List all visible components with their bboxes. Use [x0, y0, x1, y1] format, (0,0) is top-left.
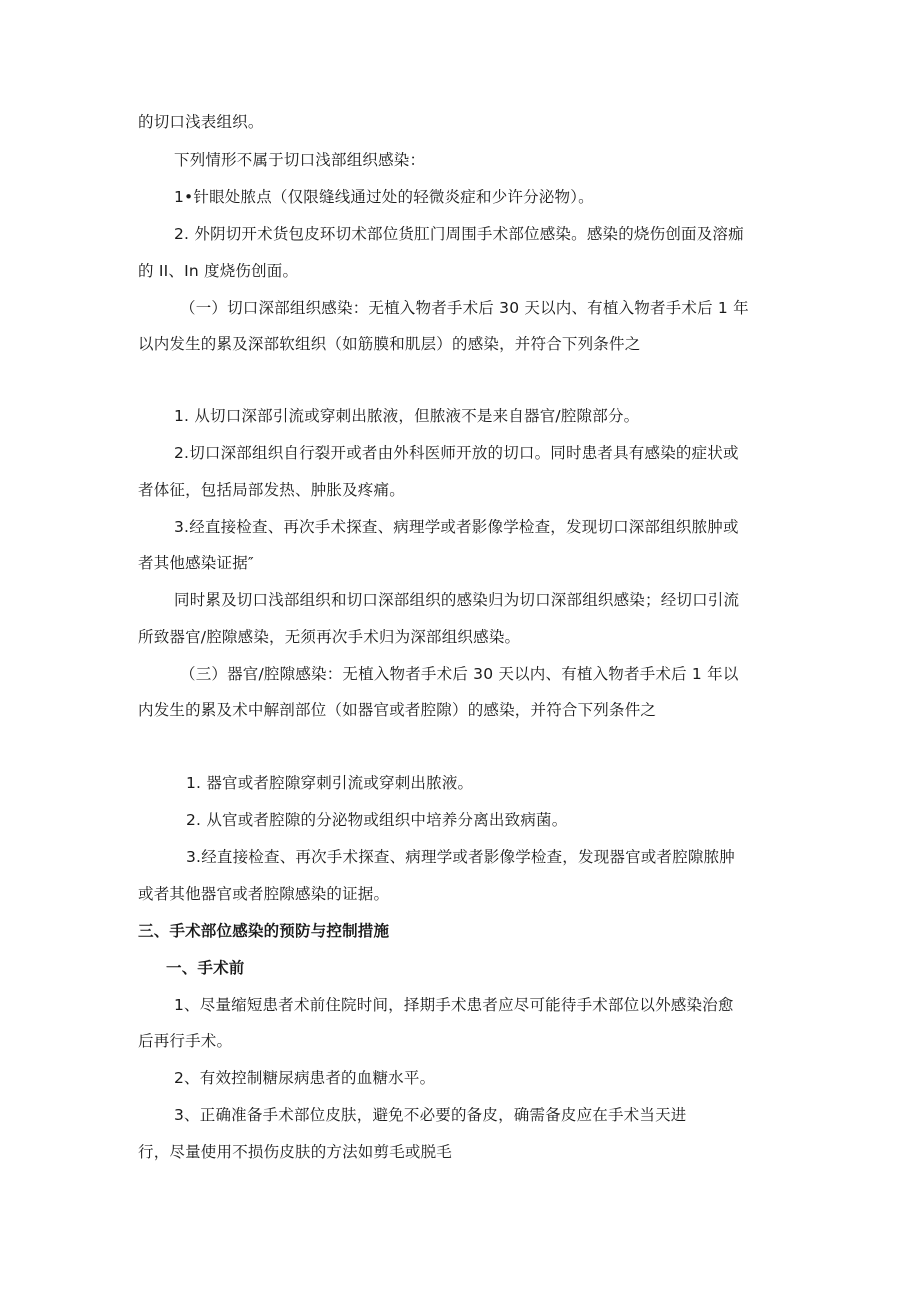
paragraph-line: 所致器官/腔隙感染，无须再次手术归为深部组织感染。: [138, 628, 521, 646]
list-item: 1、尽量缩短患者术前住院时间，择期手术患者应尽可能待手术部位以外感染治愈: [174, 996, 734, 1014]
subsection-heading: 一、手术前: [166, 959, 245, 977]
list-item: 1. 器官或者腔隙穿刺引流或穿刺出脓液。: [186, 774, 474, 792]
list-item: 2. 从官或者腔隙的分泌物或组织中培养分离出致病菌。: [186, 811, 568, 829]
list-item: 3、正确准备手术部位皮肤，避免不必要的备皮，确需备皮应在手术当天进: [174, 1106, 687, 1124]
section-heading-line: （三）器官/腔隙感染：无植入物者手术后 30 天以内、有植入物者手术后 1 年以: [180, 665, 739, 683]
list-item: 2. 外阴切开术货包皮环切术部位货肛门周围手术部位感染。感染的烧伤创面及溶痂: [174, 225, 744, 243]
paragraph-line: 同时累及切口浅部组织和切口深部组织的感染归为切口深部组织感染；经切口引流: [174, 591, 740, 609]
paragraph-line: 者体征，包括局部发热、肿胀及疼痛。: [138, 481, 405, 499]
paragraph-line: 者其他感染证据″: [138, 554, 254, 572]
list-item: 1. 从切口深部引流或穿刺出脓液，但脓液不是来自器官/腔隙部分。: [174, 407, 640, 425]
section-heading-line: （一）切口深部组织感染：无植入物者手术后 30 天以内、有植入物者手术后 1 年: [180, 299, 749, 317]
paragraph-line: 的切口浅表组织。: [138, 113, 264, 131]
paragraph-line: 的 II、In 度烧伤创面。: [138, 262, 299, 280]
paragraph-line: 或者其他器官或者腔隙感染的证据。: [138, 885, 390, 903]
paragraph-line: 行，尽量使用不损伤皮肤的方法如剪毛或脱毛: [138, 1143, 453, 1161]
list-item: 2、有效控制糖尿病患者的血糖水平。: [174, 1069, 436, 1087]
paragraph-line: 内发生的累及术中解剖部位（如器官或者腔隙）的感染，并符合下列条件之: [138, 701, 657, 719]
paragraph-line: 下列情形不属于切口浅部组织感染：: [174, 151, 426, 169]
section-heading: 三、手术部位感染的预防与控制措施: [138, 922, 390, 940]
list-item: 1•针眼处脓点（仅限缝线通过处的轻微炎症和少许分泌物）。: [174, 188, 594, 206]
list-item: 3.经直接检查、再次手术探查、病理学或者影像学检查，发现切口深部组织脓肿或: [174, 518, 739, 536]
paragraph-line: 后再行手术。: [138, 1032, 233, 1050]
list-item: 2.切口深部组织自行裂开或者由外科医师开放的切口。同时患者具有感染的症状或: [174, 444, 739, 462]
list-item: 3.经直接检查、再次手术探查、病理学或者影像学检查，发现器官或者腔隙脓肿: [186, 848, 735, 866]
paragraph-line: 以内发生的累及深部软组织（如筋膜和肌层）的感染，并符合下列条件之: [138, 335, 641, 353]
